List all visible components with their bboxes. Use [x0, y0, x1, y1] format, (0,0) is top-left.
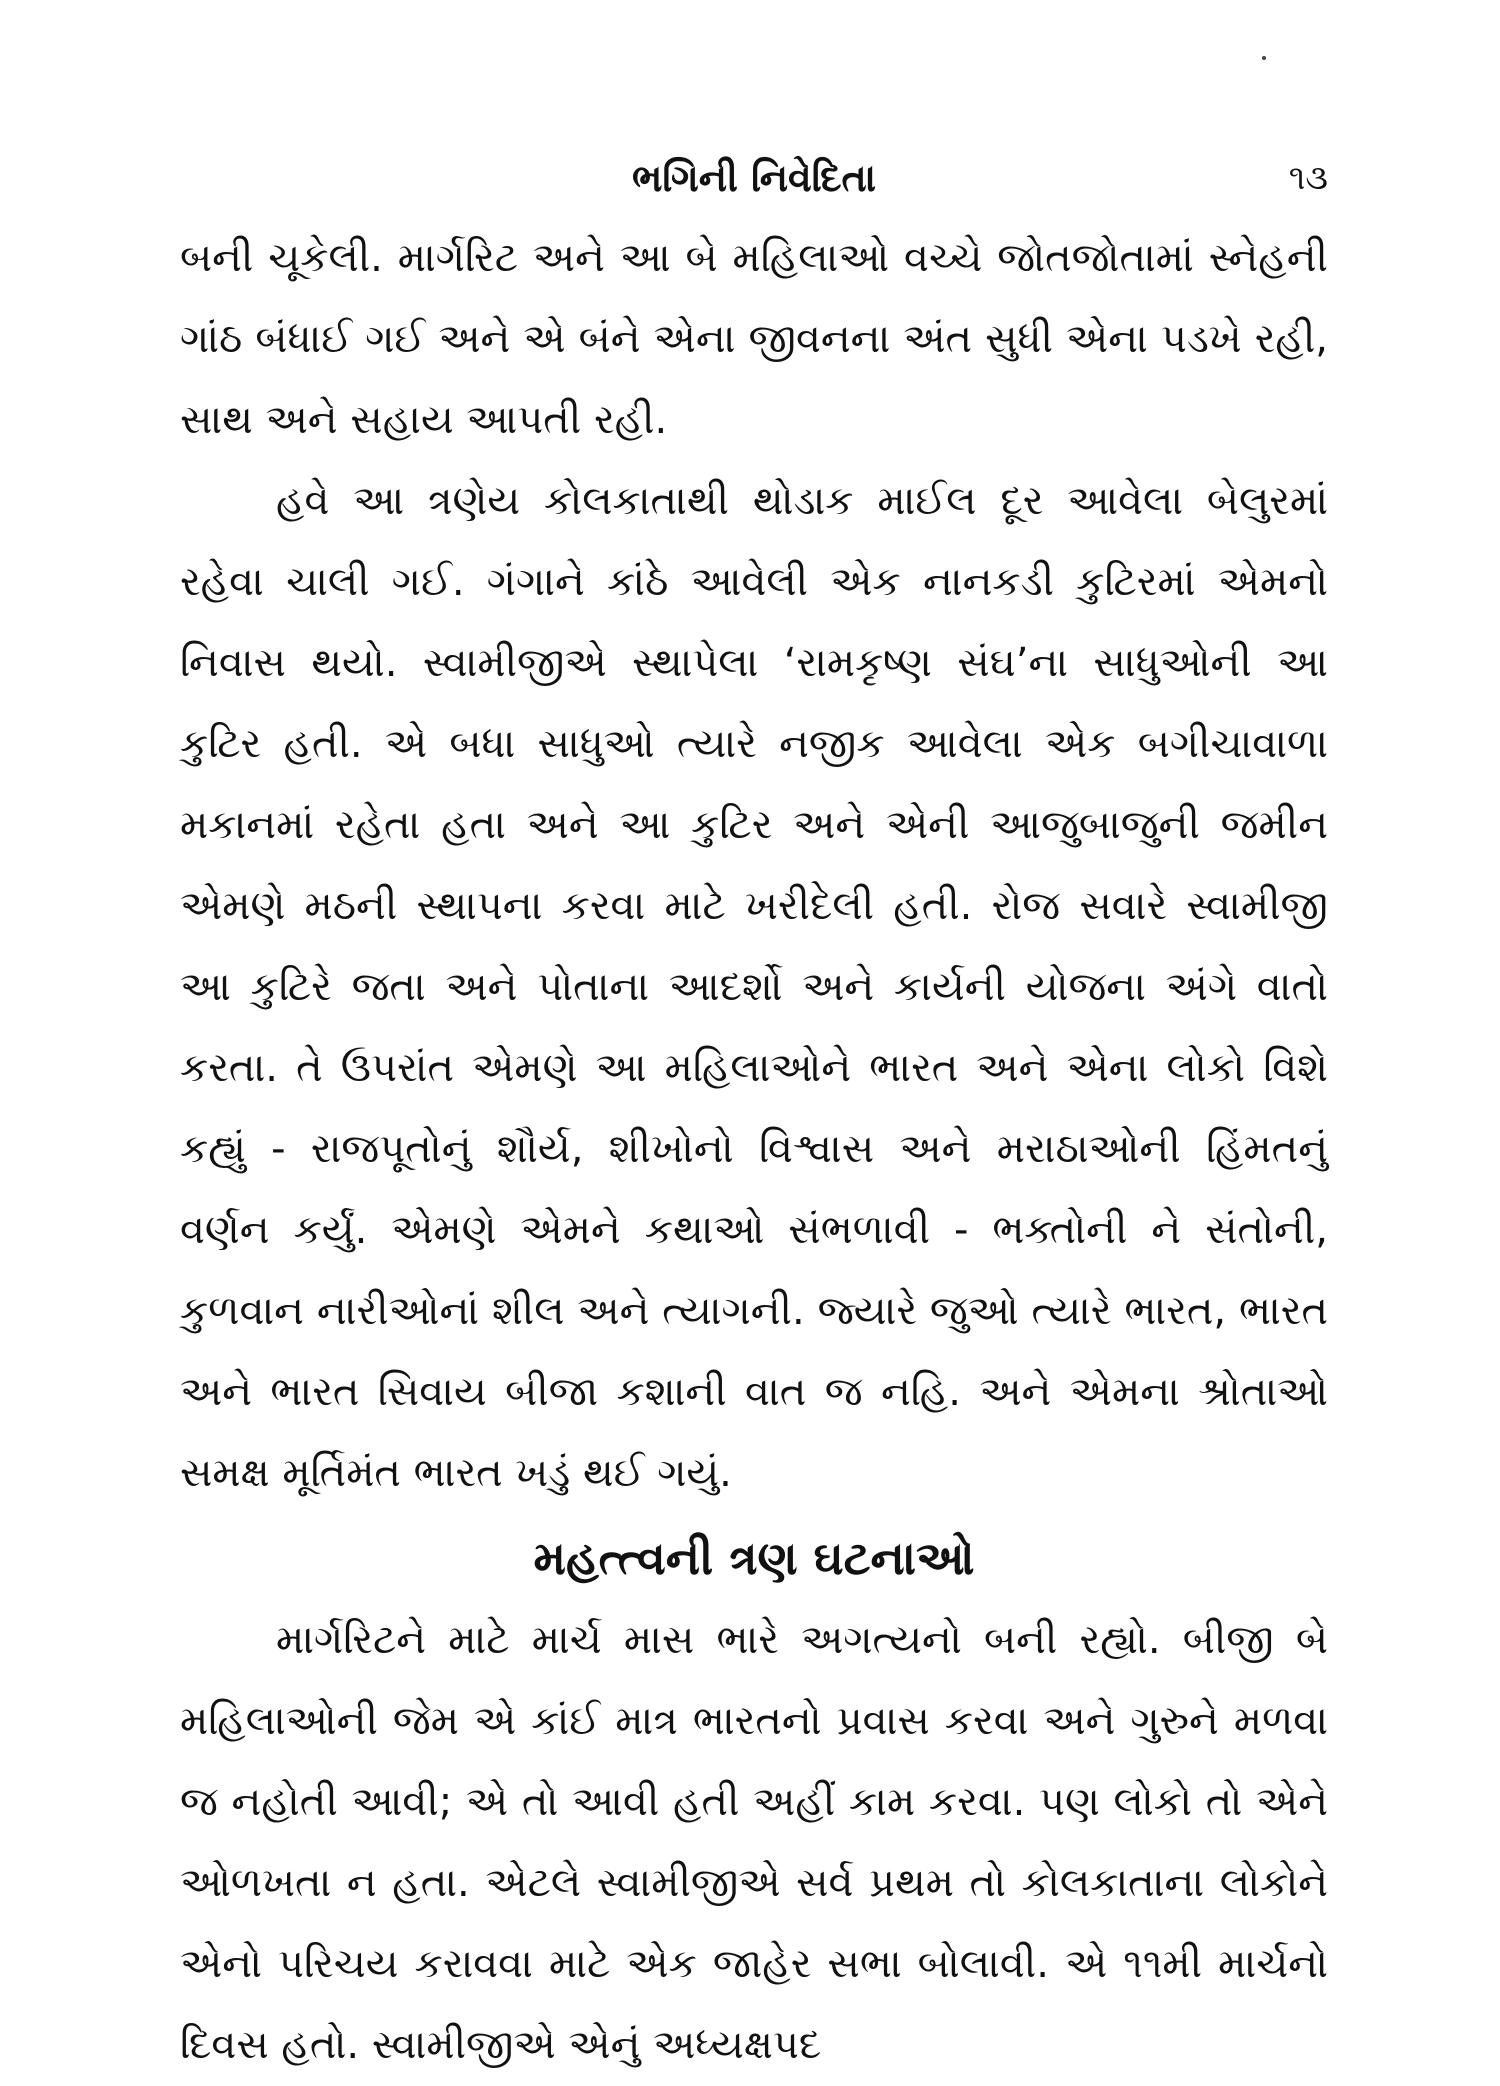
page-number: ૧૩ — [1288, 158, 1328, 198]
print-speck — [1262, 56, 1266, 60]
paragraph-belur: હવે આ ત્રણેય કોલકાતાથી થોડાક માઈલ દૂર આવેલા બેલુરમાં રહેવા ચાલી ગઈ. ગંગાને કાંઠે આવેલી એક નાનકડી કુટિરમાં એમનો નિવાસ થયો. સ્વામીજીએ સ્થાપેલા ‘રામકૃષ્ણ સંઘ’ના સાધુઓની આ કુટિર હતી. એ બધા સાધુઓ ત્યારે નજીક આવેલા એક બગીચાવાળા મકાનમાં રહેતા હતા અને આ કુટિર અને એની આજુબાજુની જમીન એમણે મઠની સ્થાપના કરવા માટે ખરીદેલી હતી. રોજ સવારે સ્વામીજી આ કુટિરે જતા અને પોતાના આદર્શો અને કાર્યની યોજના અંગે વાતો કરતા. તે ઉપરાંત એમણે આ મહિલાઓને ભારત અને એના લોકો વિશે કહ્યું - રાજપૂતોનું શૌર્ય, શીખોનો વિશ્વાસ અને મરાઠાઓની હિંમતનું વર્ણન કર્યું. એમણે એમને કથાઓ સંભળાવી - ભક્તોની ને સંતોની, કુળવાન નારીઓનાં શીલ અને ત્યાગની. જ્યારે જુઓ ત્યારે ભારત, ભારત અને ભારત સિવાય બીજા કશાની વાત જ નહિ. અને એમના શ્રોતાઓ સમક્ષ મૂર્તિમંત ભારત ખડું થઈ ગયું. — [180, 478, 1328, 1496]
page-body — [180, 218, 1328, 2086]
running-title: ભગિની નિવેદિતા — [631, 156, 877, 200]
paragraph-continuation: બની ચૂકેલી. માર્ગરિટ અને આ બે મહિલાઓ વચ્ચે જોતજોતામાં સ્નેહની ગાંઠ બંધાઈ ગઈ અને એ બંને એના જીવનના અંત સુધી એના પડખે રહી, સાથ અને સહાય આપતી રહી. — [180, 235, 1328, 443]
paragraph-march: માર્ગરિટને માટે માર્ચ માસ ભારે અગત્યનો બની રહ્યો. બીજી બે મહિલાઓની જેમ એ કાંઈ માત્ર ભારતનો પ્રવાસ કરવા અને ગુરુને મળવા જ નહોતી આવી; એ તો આવી હતી અહીં કામ કરવા. પણ લોકો તો એને ઓળખતા ન હતા. એટલે સ્વામીજીએ સર્વ પ્રથમ તો કોલકાતાના લોકોને એનો પરિચય કરાવવા માટે એક જાહેર સભા બોલાવી. એ ૧૧મી માર્ચનો દિવસ હતો. સ્વામીજીએ એનું અધ્યક્ષપદ — [180, 1617, 1328, 2068]
page-header — [180, 148, 1328, 208]
section-heading: મહત્ત્વની ત્રણ ઘટનાઓ — [533, 1531, 975, 1585]
